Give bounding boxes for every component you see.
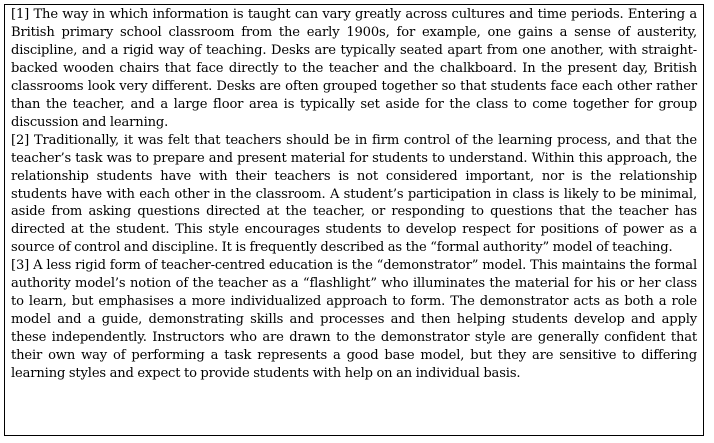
paragraph-2: [2] Traditionally, it was felt that teachers should be in firm control of the learning process, and that the teacher’s task was to prepare and present material for students to understand. Within this approach, the relationship students have with their teachers is not considered important, nor is the relationship students have with each other in the classroom. A student’s participation in class is likely to be minimal, aside from asking questions directed at the teacher, or responding to questions that the teacher has directed at the student. This style encourages students to develop respect for positions of power as a source of control and discipline. It is frequently described as the “formal authority” model of teaching. bbox=[11, 132, 697, 256]
paragraph-1: [1] The way in which information is taught can vary greatly across cultures and time periods. Entering a British primary school classroom from the early 1900s, for example, one gains a sense of austerity, discipline, and a rigid way of teaching. Desks are typically seated apart from one another, with straight-backed wooden chairs that face directly to the teacher and the chalkboard. In the present day, British classrooms look very different. Desks are often grouped together so that students face each other rather than the teacher, and a large floor area is typically set aside for the class to come together for group discussion and learning. bbox=[11, 7, 697, 130]
paragraph-3: [3] A less rigid form of teacher-centred education is the “demonstrator” model. This maintains the formal authority model’s notion of the teacher as a “flashlight” who illuminates the material for his or her class to learn, but emphasises a more individualized approach to form. The demonstrator acts as both a role model and a guide, demonstrating skills and processes and then helping students develop and apply these independently. Instructors who are drawn to the demonstrator style are generally confident that their own way of performing a task represents a good base model, but they are sensitive to differing learning styles and expect to provide students with help on an individual basis. bbox=[11, 258, 697, 382]
text-passage-box bbox=[4, 4, 704, 436]
